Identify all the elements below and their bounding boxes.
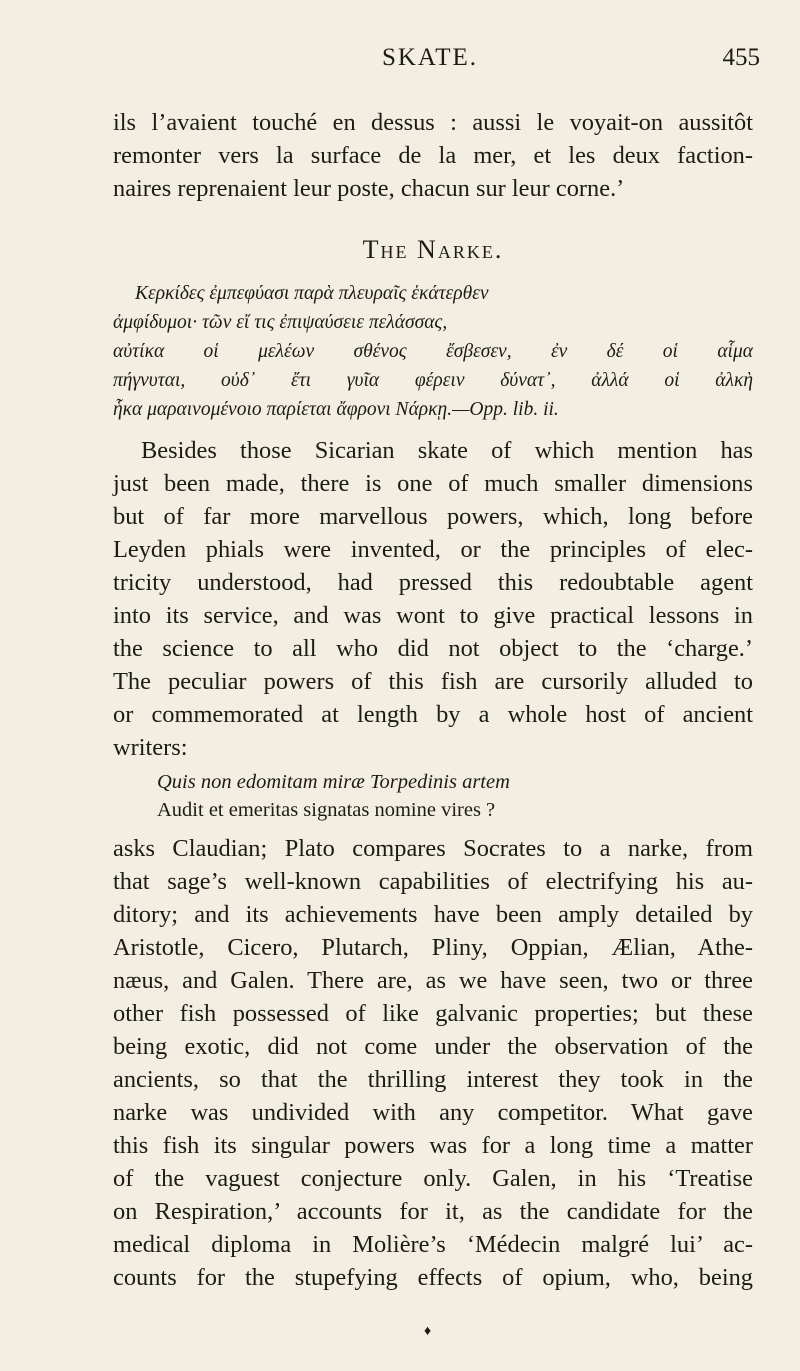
- text-line: other fish possessed of like galvanic properties; but these: [113, 1000, 753, 1027]
- quote-line: αὐτίκα οἱ μελέων σθένος ἔσβεσεν, ἐν δέ οἱ αἷμα: [113, 341, 753, 362]
- quote-line: Κερκίδες ἐμπεφύασι παρὰ πλευραῖς ἑκάτερθεν: [135, 283, 489, 304]
- text-line: just been made, there is one of much smaller dimensions: [113, 470, 753, 497]
- latin-quotation: [113, 768, 753, 824]
- quote-line: Quis non edomitam miræ Torpedinis artem: [157, 771, 510, 793]
- text-line: this fish its singular powers was for a long time a matter: [113, 1132, 753, 1159]
- quote-line: πήγνυται, οὐδ᾽ ἔτι γυῖα φέρειν δύνατ᾽, ἀλλά οἱ ἀλκὴ: [113, 370, 753, 391]
- text-line: the science to all who did not object to the ‘charge.’: [113, 635, 753, 662]
- text-line: on Respiration,’ accounts for it, as the candidate for the: [113, 1198, 753, 1225]
- paragraph-besides: [113, 434, 753, 764]
- text-line: Besides those Sicarian skate of which mention has: [141, 437, 753, 464]
- greek-quotation: [113, 279, 753, 424]
- text-line: tricity understood, had pressed this redoubtable agent: [113, 569, 753, 596]
- paragraph-asks-claudian: [113, 832, 753, 1294]
- text-line: writers:: [113, 734, 188, 761]
- text-line: counts for the stupefying effects of opium, who, being: [113, 1264, 753, 1291]
- text-line: that sage’s well-known capabilities of electrifying his au-: [113, 868, 753, 895]
- text-line: ancients, so that the thrilling interest they took in the: [113, 1066, 753, 1093]
- text-line: or commemorated at length by a whole host of ancient: [113, 701, 753, 728]
- text-line: medical diploma in Molière’s ‘Médecin malgré lui’ ac-: [113, 1231, 753, 1258]
- running-head: SKATE.: [381, 44, 479, 71]
- page-header: [100, 44, 760, 84]
- section-title: The Narke.: [362, 235, 504, 264]
- continuation-paragraph: [113, 106, 753, 205]
- text-line: into its service, and was wont to give practical lessons in: [113, 602, 753, 629]
- quote-line: ἀμφίδυμοι· τῶν εἴ τις ἐπιψαύσειε πελάσσας,: [113, 312, 448, 333]
- text-line: næus, and Galen. There are, as we have seen, two or three: [113, 967, 753, 994]
- text-line: Aristotle, Cicero, Plutarch, Pliny, Oppian, Ælian, Athe-: [113, 934, 753, 961]
- text-line: but of far more marvellous powers, which, long before: [113, 503, 753, 530]
- page-number: 455: [722, 44, 760, 71]
- text-line: narke was undivided with any competitor. What gave: [113, 1099, 753, 1126]
- signature-mark: ♦: [424, 1324, 432, 1339]
- text-line: ditory; and its achievements have been amply detailed by: [113, 901, 753, 928]
- text-line: of the vaguest conjecture only. Galen, in his ‘Treatise: [113, 1165, 753, 1192]
- text-line: The peculiar powers of this fish are cursorily alluded to: [113, 668, 753, 695]
- text-line: remonter vers la surface de la mer, et les deux faction-: [113, 142, 753, 169]
- text-line: being exotic, did not come under the observation of the: [113, 1033, 753, 1060]
- text-line: ils l’avaient touché en dessus : aussi le voyait-on aussitôt: [113, 109, 753, 136]
- page-body: [113, 106, 753, 1294]
- text-line: Leyden phials were invented, or the principles of elec-: [113, 536, 753, 563]
- quote-line: ἧκα μαραινομένοιο παρίεται ἄφρονι Νάρκῃ.—Opp. lib. ii.: [113, 399, 559, 420]
- quote-line: Audit et emeritas signatas nomine vires ?: [157, 799, 496, 821]
- text-line: asks Claudian; Plato compares Socrates to a narke, from: [113, 835, 753, 862]
- text-line: naires reprenaient leur poste, chacun sur leur corne.’: [113, 175, 625, 202]
